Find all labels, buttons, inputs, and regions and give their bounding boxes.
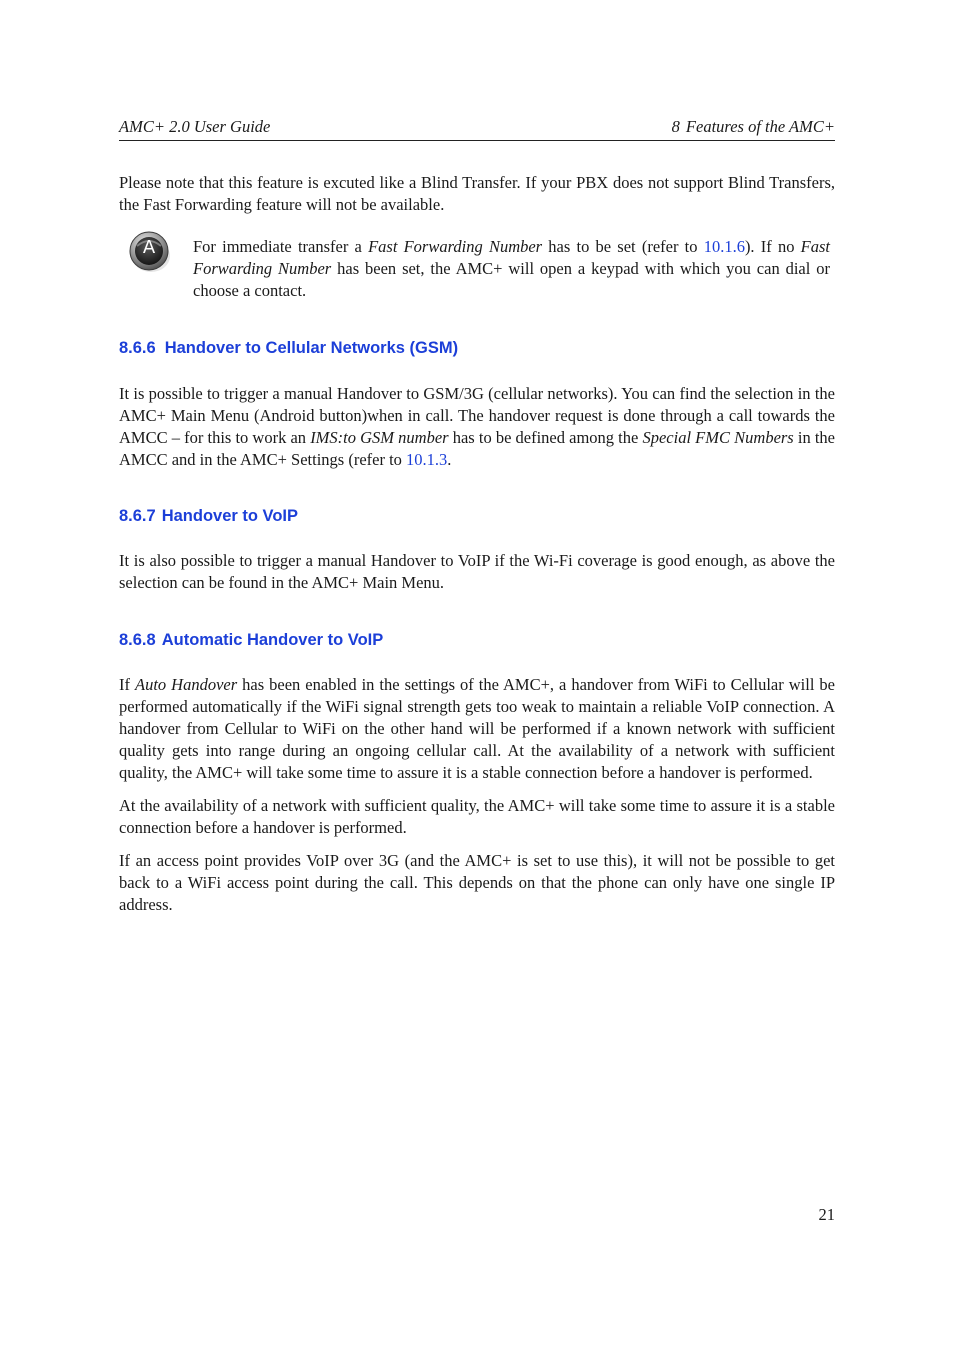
section-8-6-6-paragraph: It is possible to trigger a manual Handover to GSM/3G (cellular networks). You can find the selection in the AMC+ Main Menu (Android button)when in call. The handover request is done through a call towards the AMCC – for this to work an IMS:to GSM number has to be defined among the Special FMC Numbers in the AMCC and in the AMC+ Settings (refer to 10.1.3. (119, 384, 835, 469)
term-fast-forwarding-number: Fast Forwarding Number (193, 237, 830, 278)
section-8-6-8-paragraph-1: If Auto Handover has been enabled in the settings of the AMC+, a handover from WiFi to Cellular will be performed automatically if the WiFi signal strength gets too weak to maintain a reliable VoIP connection. A handover from Cellular to WiFi on the other hand will be performed if a known network with sufficient quality gets into range during an ongoing cellular call. At the availability of a network with sufficient quality, the AMC+ will take some time to assure it is a stable connection before a handover is performed. (119, 675, 835, 782)
android-advice-icon-letter: A (142, 237, 156, 258)
note-paragraph: For immediate transfer a Fast Forwarding Number has to be set (refer to 10.1.6). If no Fast Forwarding Number has been set, the AMC+ will open a keypad with which you can dial or choose a contact. (193, 237, 830, 300)
ref-link-10-1-3[interactable]: 10.1.3 (406, 450, 448, 469)
header-document-title: AMC+ 2.0 User Guide (119, 117, 271, 136)
intro-paragraph-block (119, 172, 835, 216)
section-heading-8-6-6: 8.6.6 Handover to Cellular Networks (GSM) (119, 339, 459, 357)
note-text (193, 236, 830, 302)
note-box (119, 226, 835, 306)
header-chapter (672, 117, 835, 137)
term-ims-to-gsm-number: IMS:to GSM number (310, 428, 449, 447)
section-8-6-7-paragraph: It is also possible to trigger a manual Handover to VoIP if the Wi-Fi coverage is good enough, as above the selection can be found in the AMC+ Main Menu. (119, 551, 835, 592)
section-8-6-6-body (119, 383, 835, 471)
section-heading-8-6-7: 8.6.7 Handover to VoIP (119, 507, 298, 525)
android-advice-icon (128, 230, 172, 274)
section-heading-8-6-8: 8.6.8 Automatic Handover to VoIP (119, 631, 384, 649)
section-8-6-7-body (119, 550, 835, 594)
term-special-fmc-numbers: Special FMC Numbers (642, 428, 794, 447)
running-header (119, 116, 835, 141)
section-8-6-8-body (119, 674, 835, 916)
header-chapter-title: Features of the AMC+ (685, 117, 835, 136)
ref-link-10-1-6[interactable]: 10.1.6 (703, 237, 745, 256)
page-number: 21 (818, 1205, 835, 1224)
document-page (119, 0, 835, 1350)
term-fast-forwarding-number: Fast Forwarding Number (368, 237, 543, 256)
term-auto-handover: Auto Handover (135, 675, 238, 694)
section-8-6-8-paragraph-2: At the availability of a network with sufficient quality, the AMC+ will take some time to assure it is a stable connection before a handover is performed. (119, 796, 835, 837)
header-chapter-number: 8 (671, 117, 680, 136)
intro-paragraph: Please note that this feature is excuted like a Blind Transfer. If your PBX does not support Blind Transfers, the Fast Forwarding feature will not be available. (119, 173, 835, 214)
section-8-6-8-paragraph-3: If an access point provides VoIP over 3G (and the AMC+ is set to use this), it will not be possible to get back to a WiFi access point during the call. This depends on that the phone can only have one single IP address. (119, 851, 835, 914)
